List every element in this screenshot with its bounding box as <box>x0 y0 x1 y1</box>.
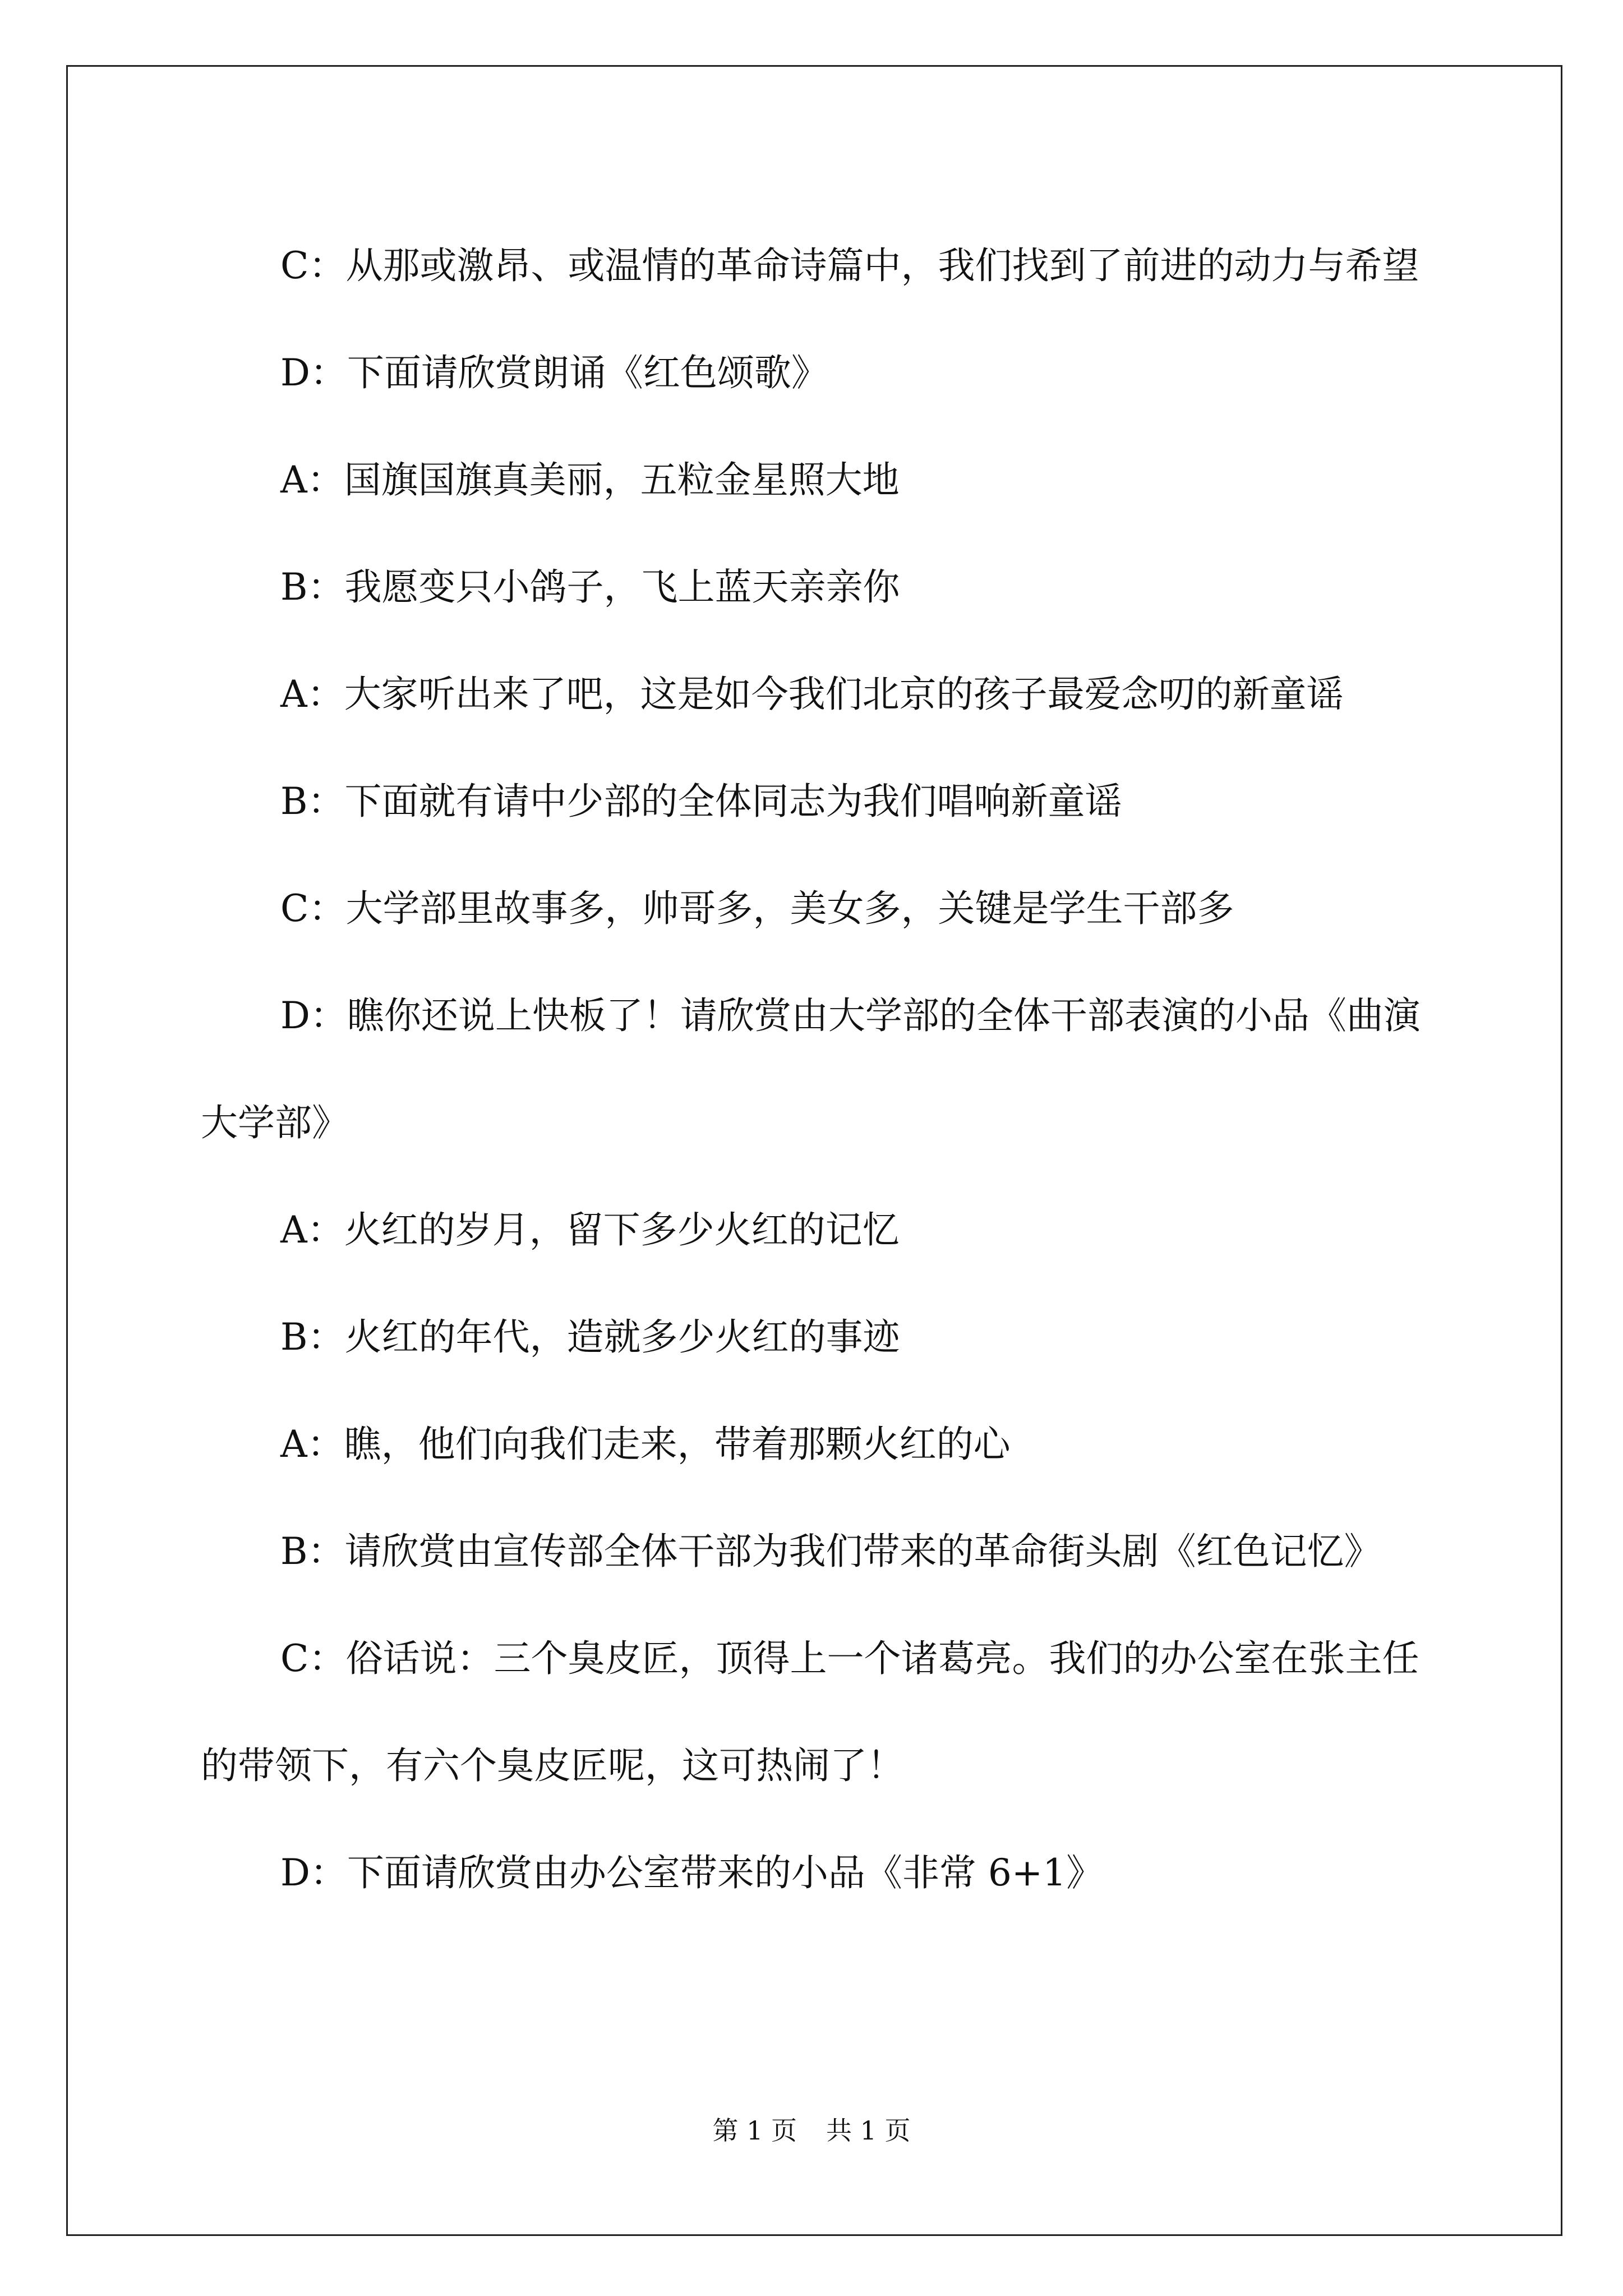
paragraph: A：瞧，他们向我们走来，带着那颗火红的心 <box>280 1423 1011 1466</box>
paragraph: B：火红的年代，造就多少火红的事迹 <box>280 1315 900 1359</box>
paragraph: A：大家听出来了吧，这是如今我们北京的孩子最爱念叨的新童谣 <box>280 673 1344 716</box>
page-total: 共 1 页 <box>826 2115 911 2146</box>
paragraph: C：俗话说：三个臭皮匠，顶得上一个诸葛亮。我们的办公室在张主任的带领下，有六个臭皮匠呢，这可热闹了！ <box>201 1637 1419 1787</box>
page-footer <box>0 2114 1623 2147</box>
paragraph: C：从那或激昂、或温情的革命诗篇中，我们找到了前进的动力与希望 <box>280 244 1419 287</box>
paragraph: B：我愿变只小鸽子，飞上蓝天亲亲你 <box>280 565 900 609</box>
paragraph: B：请欣赏由宣传部全体干部为我们带来的革命街头剧《红色记忆》 <box>280 1530 1381 1573</box>
paragraph: D：瞧你还说上快板了！请欣赏由大学部的全体干部表演的小品《曲演大学部》 <box>201 994 1421 1144</box>
paragraph: D：下面请欣赏朗诵《红色颂歌》 <box>280 351 828 394</box>
paragraph: B：下面就有请中少部的全体同志为我们唱响新童谣 <box>280 780 1122 823</box>
paragraph: A：国旗国旗真美丽，五粒金星照大地 <box>280 458 900 501</box>
page-number: 第 1 页 <box>712 2115 797 2146</box>
document-body <box>201 212 1435 1926</box>
paragraph: A：火红的岁月，留下多少火红的记忆 <box>280 1208 900 1251</box>
paragraph: C：大学部里故事多，帅哥多，美女多，关键是学生干部多 <box>280 887 1234 930</box>
paragraph: D：下面请欣赏由办公室带来的小品《非常 6+1》 <box>280 1851 1104 1894</box>
